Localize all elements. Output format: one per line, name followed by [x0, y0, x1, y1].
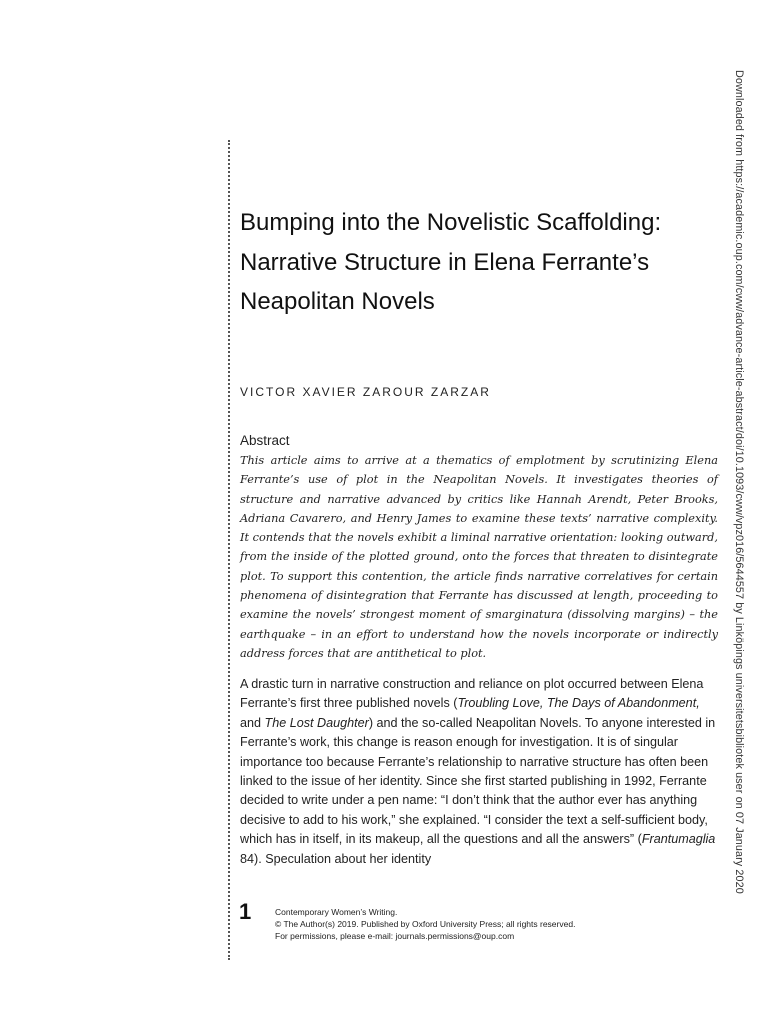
abstract-text: This article aims to arrive at a thematics of emplotment by scrutinizing Elena Ferrante’s use of plot in the Neapolitan Novels. It investigates theories of structure and narrative advanced by critics like Hannah Arendt, Peter Brooks, Adriana Cavarero, and Henry James to examine these texts’ narrative complexity. It contends that the novels exhibit a liminal narrative orientation: looking outward, from the inside of the plotted ground, onto the forces that threaten to disintegrate plot. To support this contention, the article finds narrative correlatives for certain phenomena of disintegration that Ferrante has discussed at length, proceeding to examine the novels’ strongest moment of smarginatura (dissolving margins) – the earthquake – in an effort to understand how the novels incorporate or indirectly address forces that are antithetical to plot.: [240, 454, 718, 660]
title-line: Neapolitan Novels: [240, 288, 435, 315]
title-line: Narrative Structure in Elena Ferrante’s: [240, 248, 650, 276]
abstract-heading: Abstract: [240, 433, 290, 448]
dotted-margin-rule: [228, 140, 230, 960]
page-number: 1: [239, 899, 252, 924]
copyright-notice: © The Author(s) 2019. Published by Oxford University Press; all rights reserved.: [275, 919, 576, 929]
permissions-notice: For permissions, please e-mail: journals.permissions@oup.com: [275, 931, 515, 941]
body-text-run: 84). Speculation about her identity: [240, 851, 432, 866]
book-title: Troubling Love, The Days of Abandonment,: [457, 696, 700, 711]
body-text-run: and: [240, 715, 265, 730]
book-title: Frantumaglia: [641, 832, 716, 847]
title-line: Bumping into the Novelistic Scaffolding:: [240, 209, 662, 236]
page-footer: [275, 906, 705, 942]
body-paragraph: [240, 675, 724, 869]
body-text-run: ) and the so-called Neapolitan Novels. To anyone interested in Ferrante’s work, this change is reason enough for investigation. It is of singular importance too because Ferrante’s relationship to narrative structure has often been linked to the issue of her identity. Since she first started publishing in 1992, Ferrante decided to write under a pen name: “I don’t think that the author ever has anything decisive to add to his work,” she explained. “I consider the text a self-sufficient body, which has in itself, in its makeup, all the questions and all the answers” (: [240, 715, 716, 847]
journal-name: Contemporary Women’s Writing.: [275, 907, 398, 917]
article-title: [240, 203, 710, 322]
author-name: VICTOR XAVIER ZAROUR ZARZAR: [240, 385, 491, 399]
download-watermark: [732, 70, 750, 950]
download-watermark-text: Downloaded from https://academic.oup.com/cww/advance-article-abstract/doi/10.1093/cww/vpz016/5644557 by Linköpings universitetsbibliotek user on 07 January 2020: [733, 70, 745, 894]
body-text-run: A drastic turn in narrative construction and reliance on plot occurred between Elena Ferrante’s first three published novels (: [240, 677, 704, 711]
book-title: The Lost Daughter: [264, 715, 369, 730]
